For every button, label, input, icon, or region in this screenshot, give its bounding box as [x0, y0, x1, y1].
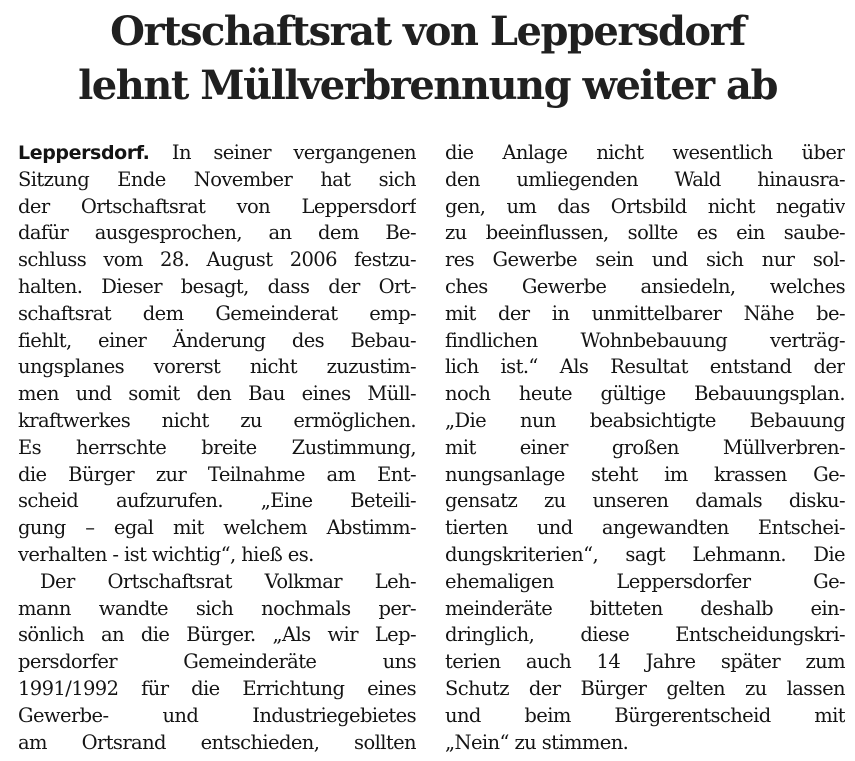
article-line: noch heute gültige Bebauungsplan. — [445, 382, 845, 406]
article-line: tierten und angewandten Entschei- — [445, 516, 845, 540]
article-line — [18, 140, 416, 167]
dateline: Leppersdorf. — [18, 142, 150, 164]
article-line-text: In seiner vergangenen — [171, 141, 416, 164]
article-line: gen, um das Ortsbild nicht negativ — [445, 194, 845, 218]
article-line: schaftsrat dem Gemeinderat emp- — [18, 301, 416, 325]
article-line: persdorfer Gemeinderäte uns — [18, 650, 416, 674]
article-line: dringlich, diese Entscheidungskri- — [445, 623, 845, 647]
article-line: verhalten - ist wichtig“, hieß es. — [18, 542, 314, 566]
article-line: zu beeinflussen, sollte es ein saube- — [445, 221, 845, 245]
article-line: am Ortsrand entschieden, sollten — [18, 730, 416, 754]
article-line: 1991/1992 für die Errichtung eines — [18, 676, 416, 700]
article-line: mann wandte sich nochmals per- — [18, 596, 416, 620]
article-line: halten. Dieser besagt, dass der Ort- — [18, 274, 416, 298]
article-line: Schutz der Bürger gelten zu lassen — [445, 676, 845, 700]
article-line: Es herrschte breite Zustimmung, — [18, 435, 416, 459]
article-line: Der Ortschaftsrat Volkmar Leh- — [40, 569, 416, 593]
article-line: die Anlage nicht wesentlich über — [445, 141, 845, 164]
article-line: gung – egal mit welchem Abstimm- — [18, 516, 416, 540]
article-line: Sitzung Ende November hat sich — [18, 167, 416, 191]
article-line: ches Gewerbe ansiedeln, welches — [445, 274, 845, 298]
article-line: scheid aufzurufen. „Eine Beteili- — [18, 489, 416, 513]
article-column-right — [445, 140, 845, 756]
article-line: findlichen Wohnbebauung verträg- — [445, 328, 845, 352]
article-line: nungsanlage steht im krassen Ge- — [445, 462, 845, 486]
article-line: fiehlt, einer Änderung des Bebau- — [18, 328, 416, 352]
article-line: gensatz zu unseren damals disku- — [445, 489, 845, 513]
article-line: mit einer großen Müllverbren- — [445, 435, 845, 459]
article-line: lich ist.“ Als Resultat entstand der — [445, 355, 845, 379]
headline-line-1: Ortschaftsrat von Leppersdorf — [110, 8, 745, 55]
article-line: den umliegenden Wald hinausra- — [445, 167, 845, 191]
article-line: meinderäte bitteten deshalb ein- — [445, 596, 845, 620]
article-line: dafür ausgesprochen, an dem Be- — [18, 221, 416, 245]
article-line: schluss vom 28. August 2006 festzu- — [18, 248, 416, 272]
article-line: „Nein“ zu stimmen. — [445, 730, 629, 754]
article-line: dungskriterien“, sagt Lehmann. Die — [445, 542, 845, 566]
article-line: ehemaligen Leppersdorfer Ge- — [445, 569, 845, 593]
article-line: und beim Bürgerentscheid mit — [445, 703, 845, 727]
article-line: Gewerbe- und Industriegebietes — [18, 703, 416, 727]
article-line: der Ortschaftsrat von Leppersdorf — [18, 194, 416, 218]
headline-line-2: lehnt Müllverbrennung weiter ab — [78, 62, 777, 109]
article-line: mit der in unmittelbarer Nähe be- — [445, 301, 845, 325]
article-column-left — [18, 140, 416, 756]
article-line: men und somit den Bau eines Müll- — [18, 382, 416, 406]
article-line: „Die nun beabsichtigte Bebauung — [445, 408, 845, 432]
article-line: die Bürger zur Teilnahme am Ent- — [18, 462, 416, 486]
article-line: terien auch 14 Jahre später zum — [445, 650, 845, 674]
article-line: kraftwerkes nicht zu ermöglichen. — [18, 408, 416, 432]
article-line: ungsplanes vorerst nicht zuzustim- — [18, 355, 416, 379]
article-line: sönlich an die Bürger. „Als wir Lep- — [18, 623, 416, 647]
article-line: res Gewerbe sein und sich nur sol- — [445, 248, 845, 272]
